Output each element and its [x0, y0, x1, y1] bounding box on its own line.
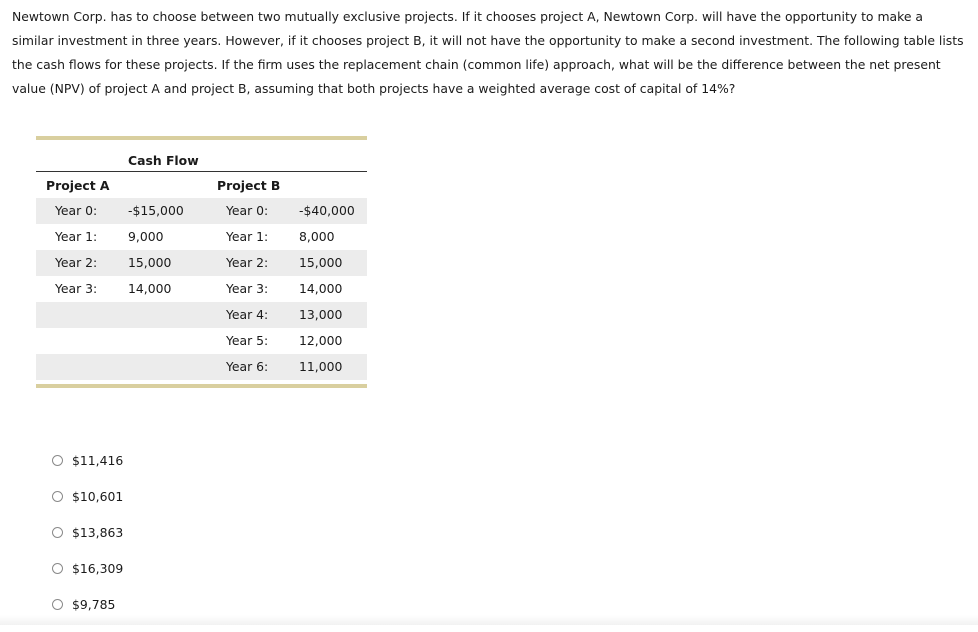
answer-option[interactable]	[52, 524, 123, 560]
answer-option-label[interactable]: $11,416	[72, 453, 124, 468]
answer-option[interactable]	[52, 596, 123, 632]
project-a-cash-flow: 15,000	[128, 255, 172, 270]
answer-option-label[interactable]: $9,785	[72, 597, 116, 612]
answer-option[interactable]	[52, 452, 123, 488]
project-b-cash-flow: -$40,000	[299, 203, 355, 218]
project-b-cash-flow: 15,000	[299, 255, 343, 270]
radio-button[interactable]	[52, 599, 63, 610]
project-a-year: Year 2:	[55, 255, 98, 270]
answer-option-label[interactable]: $10,601	[72, 489, 124, 504]
answer-option[interactable]	[52, 560, 123, 596]
project-b-year: Year 3:	[226, 281, 269, 296]
project-b-cash-flow: 13,000	[299, 307, 343, 322]
page-bottom-shade	[0, 615, 978, 625]
project-b-header: Project B	[217, 178, 281, 193]
radio-button[interactable]	[52, 563, 63, 574]
project-a-year: Year 3:	[55, 281, 98, 296]
project-b-cash-flow: 11,000	[299, 359, 343, 374]
project-b-year: Year 5:	[226, 333, 269, 348]
table-row	[36, 354, 367, 380]
project-a-year: Year 1:	[55, 229, 98, 244]
answer-option[interactable]	[52, 488, 123, 524]
project-b-year: Year 1:	[226, 229, 269, 244]
table-row	[36, 198, 367, 224]
answer-option-label[interactable]: $16,309	[72, 561, 124, 576]
answer-option-label[interactable]: $13,863	[72, 525, 124, 540]
project-a-year: Year 0:	[55, 203, 98, 218]
project-a-header: Project A	[46, 178, 110, 193]
project-b-cash-flow: 8,000	[299, 229, 335, 244]
cash-flow-table	[36, 136, 367, 388]
radio-button[interactable]	[52, 455, 63, 466]
table-row	[36, 328, 367, 354]
project-b-year: Year 6:	[226, 359, 269, 374]
radio-button[interactable]	[52, 527, 63, 538]
table-caption-row	[36, 140, 367, 171]
table-caption: Cash Flow	[128, 153, 199, 168]
radio-button[interactable]	[52, 491, 63, 502]
project-b-year: Year 0:	[226, 203, 269, 218]
table-row	[36, 224, 367, 250]
project-b-year: Year 2:	[226, 255, 269, 270]
project-b-cash-flow: 14,000	[299, 281, 343, 296]
project-a-cash-flow: 14,000	[128, 281, 172, 296]
question-text: Newtown Corp. has to choose between two mutually exclusive projects. If it chooses project A, Newtown Corp. will have the opportunity to make a similar investment in three years. However, if it chooses project B, it will not have the opportunity to make a second investment. The following table lists the cash flows for these projects. If the firm uses the replacement chain (common life) approach, what will be the difference between the net present value (NPV) of project A and project B, assuming that both projects have a weighted average cost of capital of 14%?	[12, 9, 964, 96]
project-a-cash-flow: -$15,000	[128, 203, 184, 218]
project-b-cash-flow: 12,000	[299, 333, 343, 348]
table-bottom-rule	[36, 384, 367, 388]
table-row	[36, 250, 367, 276]
project-b-year: Year 4:	[226, 307, 269, 322]
answer-options	[52, 452, 123, 632]
project-a-cash-flow: 9,000	[128, 229, 164, 244]
table-header-row	[36, 172, 367, 198]
table-row	[36, 302, 367, 328]
table-row	[36, 276, 367, 302]
